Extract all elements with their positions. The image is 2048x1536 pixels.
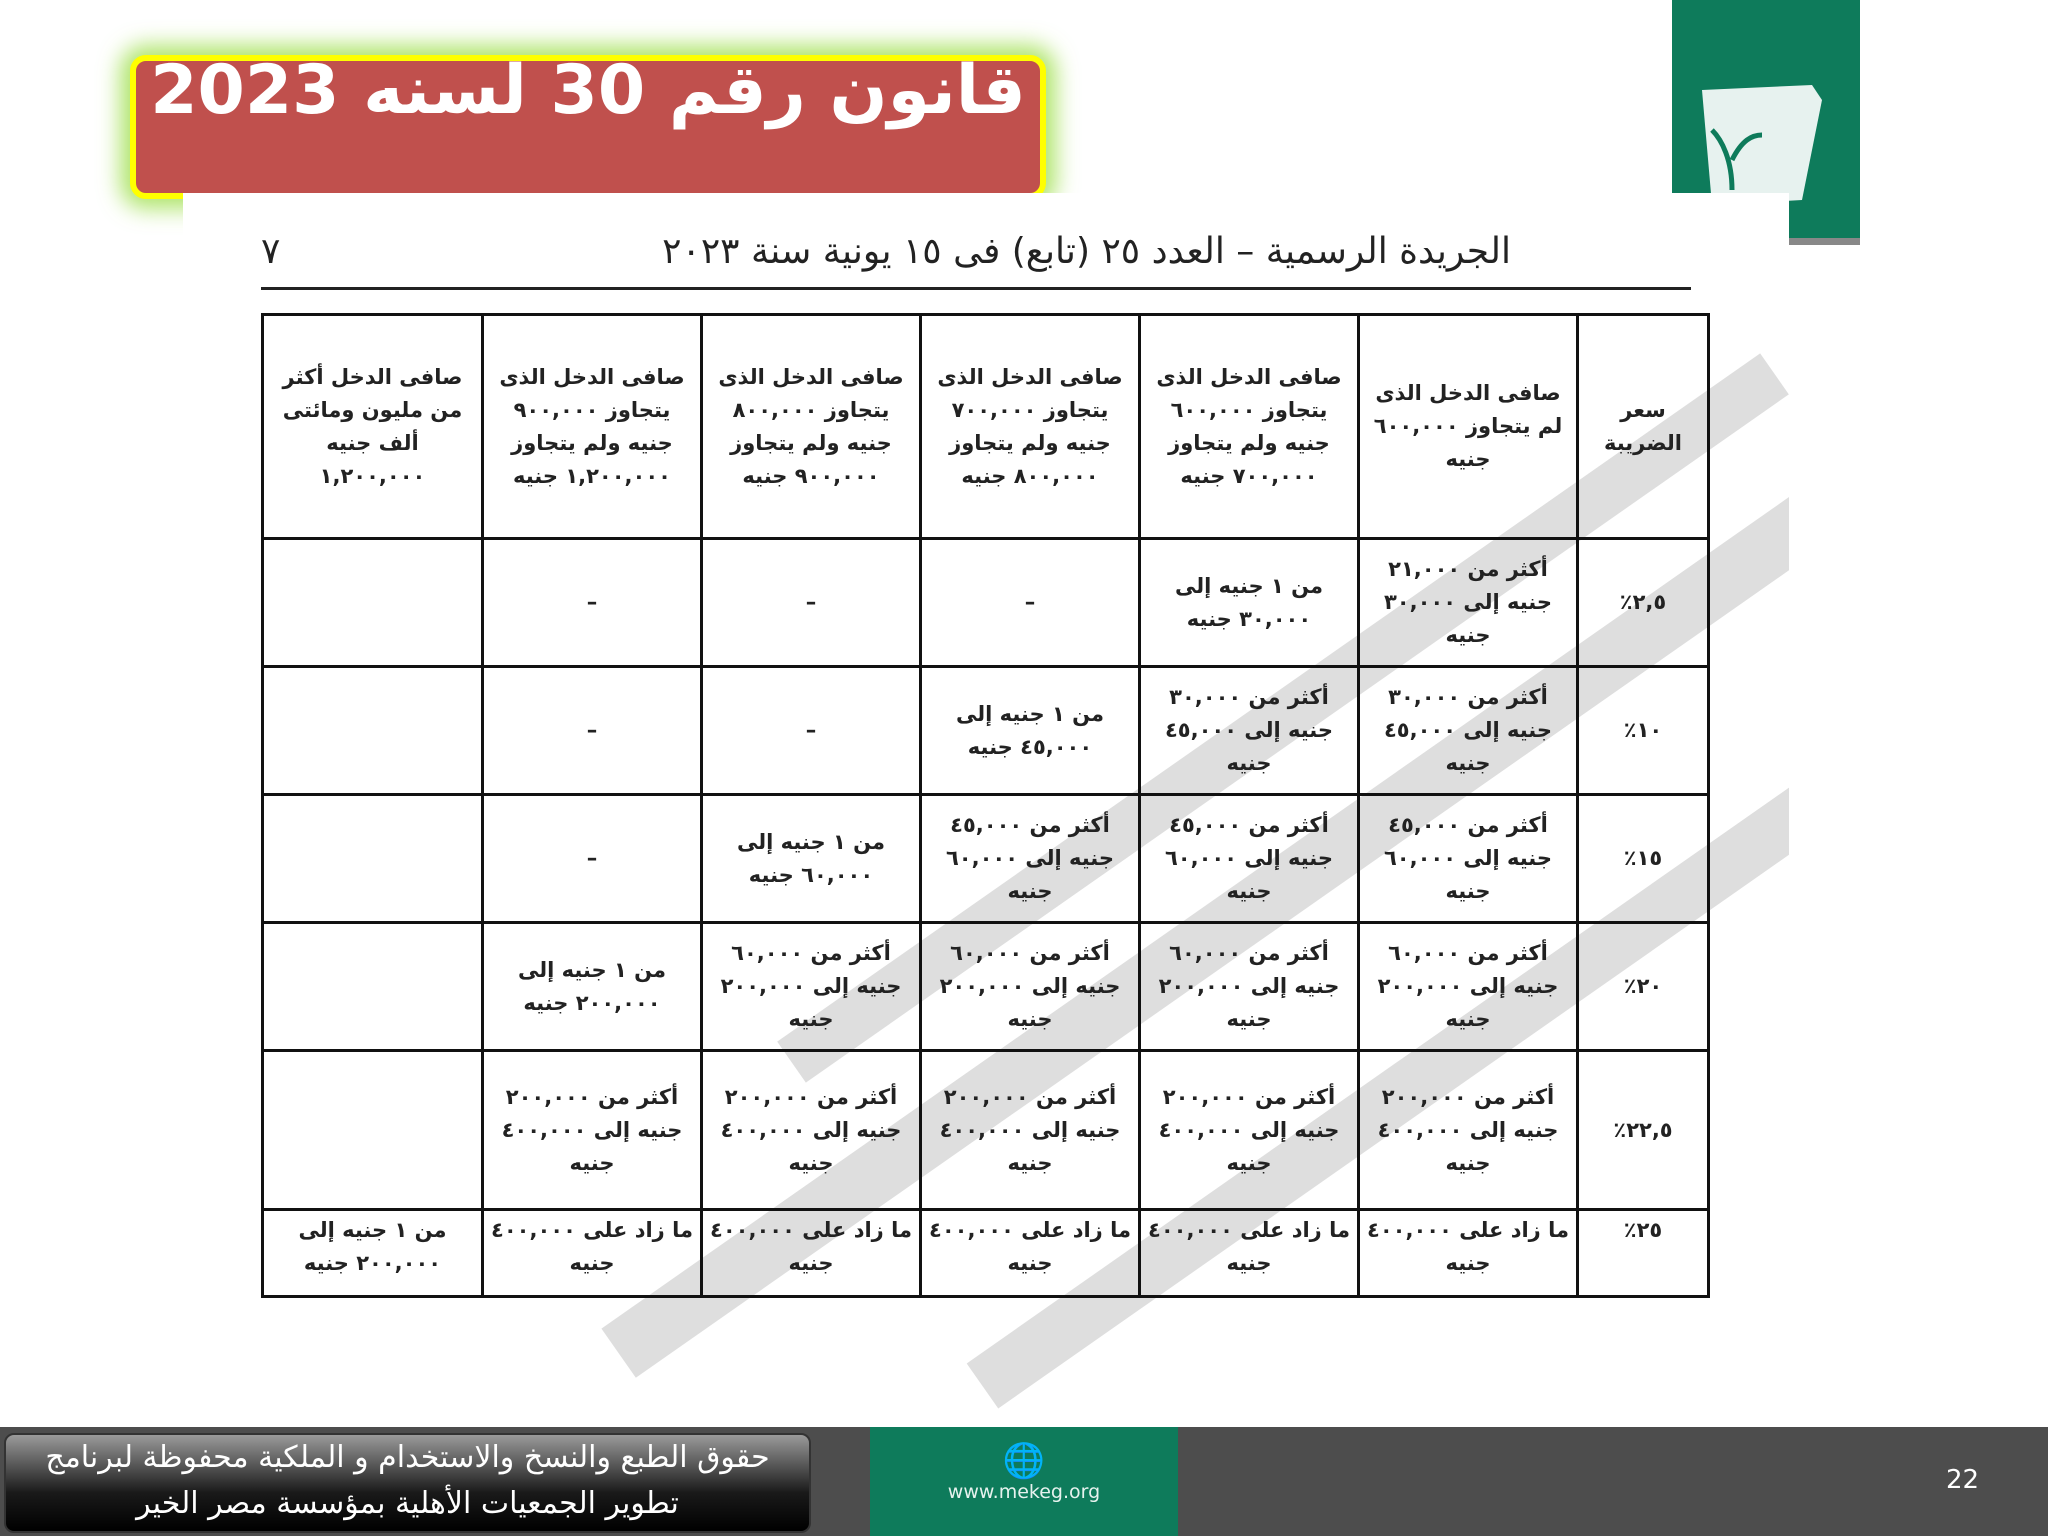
column-header: سعر الضريبة	[1578, 315, 1709, 539]
gazette-page-number: ٧	[261, 231, 281, 272]
table-cell: –	[921, 539, 1140, 667]
table-cell	[263, 923, 483, 1051]
table-cell	[263, 539, 483, 667]
table-cell: ما زاد على ٤٠٠,٠٠٠ جنيه	[1359, 1210, 1578, 1297]
table-cell: –	[483, 539, 702, 667]
slide-title-box	[130, 55, 1046, 199]
table-cell: من ١ جنيه إلى ٦٠,٠٠٠ جنيه	[702, 795, 921, 923]
table-cell	[263, 1051, 483, 1210]
table-cell: –	[702, 667, 921, 795]
column-header: صافى الدخل الذى لم يتجاوز ٦٠٠,٠٠٠ جنيه	[1359, 315, 1578, 539]
table-row	[263, 923, 1709, 1051]
globe-icon: 🌐	[1002, 1441, 1046, 1481]
tax-brackets-table	[261, 313, 1710, 1298]
column-header: صافى الدخل الذى يتجاوز ٩٠٠,٠٠٠ جنيه ولم يتجاوز ١,٢٠٠,٠٠٠ جنيه	[483, 315, 702, 539]
table-cell: أكثر من ٤٥,٠٠٠ جنيه إلى ٦٠,٠٠٠ جنيه	[1359, 795, 1578, 923]
table-row	[263, 1051, 1709, 1210]
column-header: صافى الدخل أكثر من مليون ومائتى ألف جنيه ١,٢٠٠,٠٠٠	[263, 315, 483, 539]
table-cell: من ١ جنيه إلى ٤٥,٠٠٠ جنيه	[921, 667, 1140, 795]
column-header: صافى الدخل الذى يتجاوز ٧٠٠,٠٠٠ جنيه ولم يتجاوز ٨٠٠,٠٠٠ جنيه	[921, 315, 1140, 539]
column-header: صافى الدخل الذى يتجاوز ٨٠٠,٠٠٠ جنيه ولم يتجاوز ٩٠٠,٠٠٠ جنيه	[702, 315, 921, 539]
website-link[interactable]	[870, 1427, 1178, 1536]
table-cell: –	[483, 795, 702, 923]
table-cell: أكثر من ٢٠٠,٠٠٠ جنيه إلى ٤٠٠,٠٠٠ جنيه	[1359, 1051, 1578, 1210]
table-cell: أكثر من ٢٠٠,٠٠٠ جنيه إلى ٤٠٠,٠٠٠ جنيه	[702, 1051, 921, 1210]
table-cell: –	[483, 667, 702, 795]
rate-cell: ٢٠٪	[1578, 923, 1709, 1051]
table-cell: من ١ جنيه إلى ٣٠,٠٠٠ جنيه	[1140, 539, 1359, 667]
table-header-row	[263, 315, 1709, 539]
table-cell: أكثر من ٢١,٠٠٠ جنيه إلى ٣٠,٠٠٠ جنيه	[1359, 539, 1578, 667]
rate-cell: ٢٢,٥٪	[1578, 1051, 1709, 1210]
table-row	[263, 667, 1709, 795]
table-cell	[263, 795, 483, 923]
table-cell	[263, 667, 483, 795]
table-cell: أكثر من ٦٠,٠٠٠ جنيه إلى ٢٠٠,٠٠٠ جنيه	[1140, 923, 1359, 1051]
table-cell: ما زاد على ٤٠٠,٠٠٠ جنيه	[483, 1210, 702, 1297]
table-cell: أكثر من ٢٠٠,٠٠٠ جنيه إلى ٤٠٠,٠٠٠ جنيه	[1140, 1051, 1359, 1210]
table-cell: –	[702, 539, 921, 667]
gazette-header	[261, 223, 1691, 290]
gazette-header-title: الجريدة الرسمية – العدد ٢٥ (تابع) فى ١٥ يونية سنة ٢٠٢٣	[662, 231, 1511, 272]
footer-bar	[0, 1427, 2048, 1536]
table-row	[263, 1210, 1709, 1297]
table-cell: أكثر من ٢٠٠,٠٠٠ جنيه إلى ٤٠٠,٠٠٠ جنيه	[483, 1051, 702, 1210]
table-cell: أكثر من ٤٥,٠٠٠ جنيه إلى ٦٠,٠٠٠ جنيه	[1140, 795, 1359, 923]
table-cell: أكثر من ٢٠٠,٠٠٠ جنيه إلى ٤٠٠,٠٠٠ جنيه	[921, 1051, 1140, 1210]
table-cell: من ١ جنيه إلى ٢٠٠,٠٠٠ جنيه	[263, 1210, 483, 1297]
rate-cell: ١٥٪	[1578, 795, 1709, 923]
rate-cell: ٢٥٪	[1578, 1210, 1709, 1297]
table-cell: من ١ جنيه إلى ٢٠٠,٠٠٠ جنيه	[483, 923, 702, 1051]
slide-number: 22	[1946, 1465, 1980, 1495]
table-cell: أكثر من ٤٥,٠٠٠ جنيه إلى ٦٠,٠٠٠ جنيه	[921, 795, 1140, 923]
table-cell: أكثر من ٣٠,٠٠٠ جنيه إلى ٤٥,٠٠٠ جنيه	[1140, 667, 1359, 795]
table-cell: ما زاد على ٤٠٠,٠٠٠ جنيه	[921, 1210, 1140, 1297]
table-cell: أكثر من ٦٠,٠٠٠ جنيه إلى ٢٠٠,٠٠٠ جنيه	[921, 923, 1140, 1051]
table-cell: أكثر من ٦٠,٠٠٠ جنيه إلى ٢٠٠,٠٠٠ جنيه	[702, 923, 921, 1051]
rate-cell: ٢,٥٪	[1578, 539, 1709, 667]
rate-cell: ١٠٪	[1578, 667, 1709, 795]
table-row	[263, 795, 1709, 923]
table-row	[263, 539, 1709, 667]
column-header: صافى الدخل الذى يتجاوز ٦٠٠,٠٠٠ جنيه ولم يتجاوز ٧٠٠,٠٠٠ جنيه	[1140, 315, 1359, 539]
website-url[interactable]: www.mekeg.org	[947, 1481, 1101, 1503]
table-cell: ما زاد على ٤٠٠,٠٠٠ جنيه	[1140, 1210, 1359, 1297]
gazette-scan	[183, 193, 1789, 1425]
table-cell: أكثر من ٣٠,٠٠٠ جنيه إلى ٤٥,٠٠٠ جنيه	[1359, 667, 1578, 795]
copyright-notice: حقوق الطبع والنسخ والاستخدام و الملكية محفوظة لبرنامج تطوير الجمعيات الأهلية بمؤسسة مصر الخير	[4, 1433, 811, 1533]
table-cell: أكثر من ٦٠,٠٠٠ جنيه إلى ٢٠٠,٠٠٠ جنيه	[1359, 923, 1578, 1051]
table-cell: ما زاد على ٤٠٠,٠٠٠ جنيه	[702, 1210, 921, 1297]
slide-title: قانون رقم 30 لسنه 2023	[150, 55, 1026, 130]
